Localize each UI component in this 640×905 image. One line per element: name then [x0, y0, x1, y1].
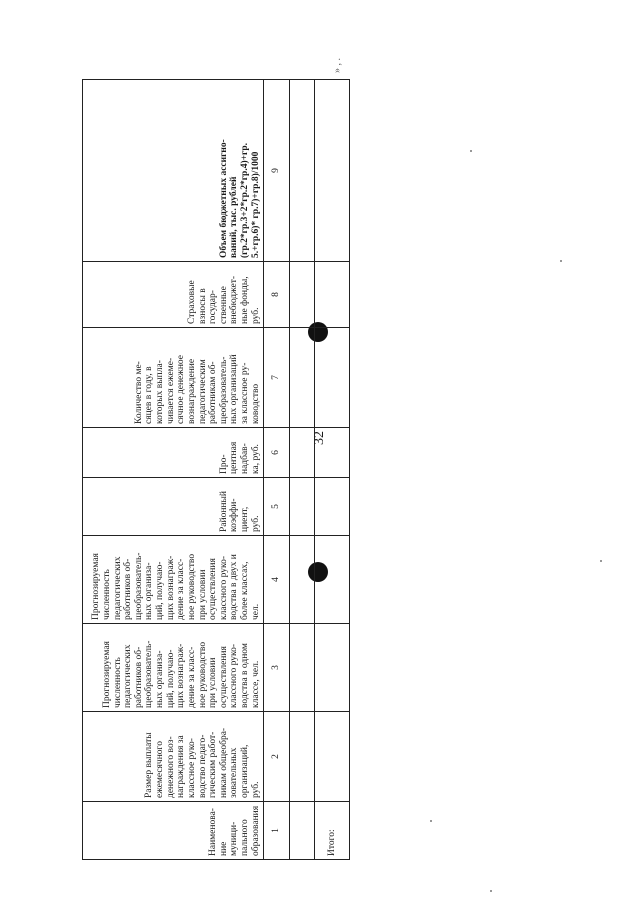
rotated-table-container: [82, 80, 350, 860]
total-row: [314, 80, 349, 860]
table-cell: [314, 328, 349, 428]
header-text: Наименова- ние муници- пального образования: [208, 805, 261, 856]
header-text: Объем бюджетных ассигно- ваний, тыс. рублей (гр.2*гр.3+2*гр.2*гр.4)+гр. 5.+гр.6)* гр.7)+гр.8)/1000: [218, 139, 261, 258]
header-text: Районный коэффи- циент, руб.: [218, 491, 261, 532]
table-row: [289, 80, 314, 860]
table-cell: [314, 428, 349, 478]
header-cell: [83, 624, 264, 712]
header-cell: [83, 712, 264, 802]
column-number: 7: [264, 328, 289, 428]
scan-mark: » , .: [332, 58, 343, 73]
table-cell: [289, 802, 314, 860]
header-cell: [83, 536, 264, 624]
page-number: 32: [312, 431, 327, 445]
column-number: 9: [264, 80, 289, 262]
table-cell: [314, 624, 349, 712]
column-number: 4: [264, 536, 289, 624]
table-cell: [289, 712, 314, 802]
header-cell: [83, 262, 264, 328]
column-number: 6: [264, 428, 289, 478]
column-number: 8: [264, 262, 289, 328]
table-cell: [289, 624, 314, 712]
header-row: [83, 80, 264, 860]
table-cell: [314, 712, 349, 802]
header-cell: [83, 428, 264, 478]
table-cell: [314, 262, 349, 328]
total-label: Итого:: [314, 802, 349, 860]
header-cell: [83, 80, 264, 262]
table-cell: [314, 536, 349, 624]
header-text: Про- центная надбав- ка, руб.: [218, 441, 261, 474]
scan-speck: [490, 890, 492, 892]
table-cell: [314, 80, 349, 262]
header-text: Страховые взносы в государ- ственные внебюджет- ные фонды, руб.: [186, 275, 261, 324]
table-cell: [289, 80, 314, 262]
header-cell: [83, 328, 264, 428]
scan-speck: [600, 560, 602, 562]
scan-speck: [430, 820, 432, 822]
column-number-row: [264, 80, 289, 860]
header-text: Прогнозируемая численность педагогических работников об- щеобразователь- ных организа- ций, получаю- щих вознаграж- дение за класс- ное руководство при условии осуществления классного руко- водства в двух и более классах, чел.: [91, 552, 261, 620]
header-cell: [83, 478, 264, 536]
header-cell: [83, 802, 264, 860]
table-cell: [314, 478, 349, 536]
header-text: Размер выплаты ежемесячного денежного воз- награждения за классное руко- водство педаго- гическим работ- никам общеобра- зовательных организаций, руб.: [144, 727, 261, 798]
table-cell: [289, 262, 314, 328]
table-cell: [289, 536, 314, 624]
budget-table: [82, 79, 350, 860]
header-text: Прогнозируемая численность педагогических работников об- щеобразователь- ных организа- ций, получаю- щих вознаграж- дение за класс- ное руководство при условии осуществления классного руко- водства в одном классе, чел.: [101, 640, 261, 708]
column-number: 5: [264, 478, 289, 536]
column-number: 1: [264, 802, 289, 860]
scan-speck: [560, 260, 562, 262]
table-cell: [289, 478, 314, 536]
column-number: 3: [264, 624, 289, 712]
table-cell: [289, 428, 314, 478]
column-number: 2: [264, 712, 289, 802]
header-text: Количество ме- сяцев в году, в которых выпла- чивается ежеме- сячное денежное вознаграждение педагогическим работникам об- щеобразователь- ных организаций за классное ру- ководство: [133, 354, 261, 424]
table-cell: [289, 328, 314, 428]
scan-speck: [470, 150, 472, 152]
